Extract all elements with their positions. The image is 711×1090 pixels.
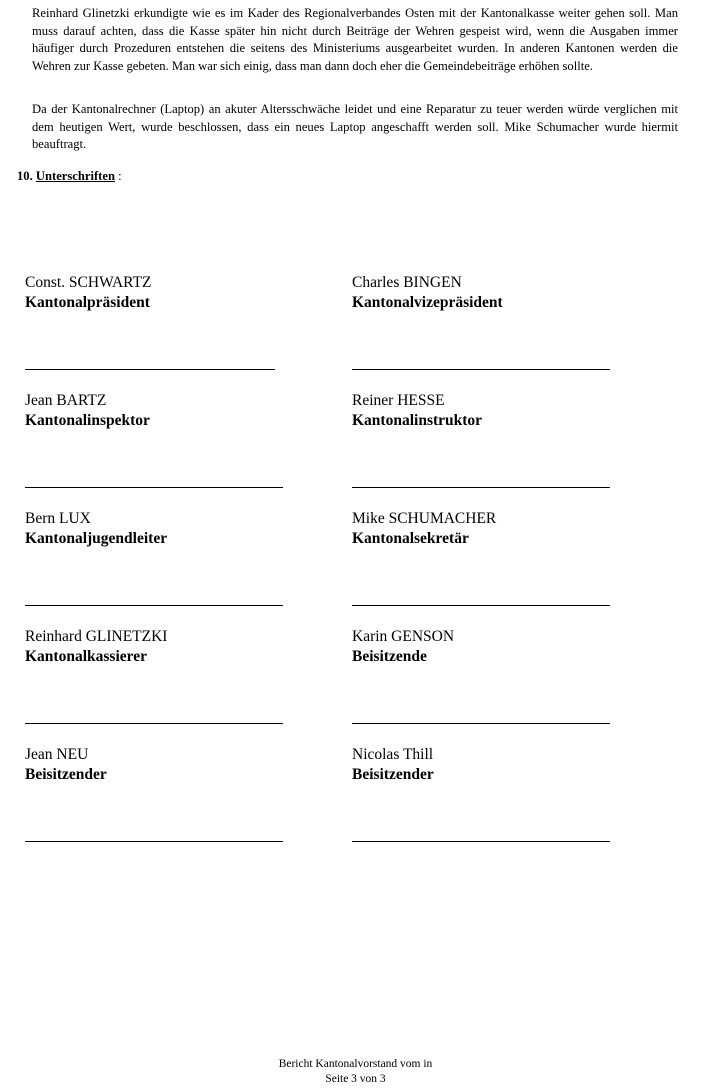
footer-report-line: Bericht Kantonalvorstand vom in bbox=[278, 1058, 433, 1070]
signature-line bbox=[25, 369, 275, 370]
signatory-name: Jean BARTZ bbox=[25, 392, 107, 409]
signatory-role: Kantonalvizepräsident bbox=[352, 294, 503, 311]
section-title-suffix: : bbox=[114, 169, 122, 183]
signature-block bbox=[25, 627, 325, 667]
section-title: Unterschriften bbox=[35, 169, 115, 183]
footer-page-number: Seite 3 von 3 bbox=[325, 1073, 386, 1085]
signatory-role: Kantonalinspektor bbox=[25, 412, 150, 429]
signatory-role: Kantonalsekretär bbox=[352, 530, 469, 547]
signatory-name: Jean NEU bbox=[25, 746, 89, 763]
section-heading-signatures bbox=[17, 168, 122, 185]
signatory-name: Bern LUX bbox=[25, 510, 91, 527]
signature-line bbox=[352, 487, 610, 488]
signature-line bbox=[352, 369, 610, 370]
signature-block bbox=[25, 391, 325, 431]
signature-block bbox=[352, 509, 652, 549]
section-number: 10. bbox=[17, 169, 33, 183]
signature-line bbox=[25, 723, 283, 724]
signature-line bbox=[352, 841, 610, 842]
signature-block bbox=[352, 391, 652, 431]
signature-line bbox=[25, 605, 283, 606]
paragraph-laptop: Da der Kantonalrechner (Laptop) an akuter Altersschwäche leidet und eine Reparatur zu teuer werden würde verglichen mit dem heutigen Wert, wurde beschlossen, dass ein neues Laptop angeschafft werden soll. Mike Schumacher wurde hiermit beauftragt. bbox=[32, 102, 678, 151]
signature-line bbox=[25, 487, 283, 488]
signatory-name: Reiner HESSE bbox=[352, 392, 445, 409]
signature-block bbox=[25, 273, 325, 313]
signature-block bbox=[352, 627, 652, 667]
signature-block bbox=[25, 509, 325, 549]
signatory-role: Kantonalpräsident bbox=[25, 294, 150, 311]
signature-block bbox=[352, 273, 652, 313]
signature-block bbox=[25, 745, 325, 785]
signatory-role: Beisitzende bbox=[352, 648, 427, 665]
signature-line bbox=[25, 841, 283, 842]
signatory-role: Kantonalinstruktor bbox=[352, 412, 483, 429]
signature-line bbox=[352, 605, 610, 606]
signatory-name: Mike SCHUMACHER bbox=[352, 510, 497, 527]
signature-block bbox=[352, 745, 652, 785]
signatory-name: Const. SCHWARTZ bbox=[25, 274, 152, 291]
signature-line bbox=[352, 723, 610, 724]
paragraph-kasse: Reinhard Glinetzki erkundigte wie es im Kader des Regionalverbandes Osten mit der Kantonalkasse weiter gehen soll. Man muss darauf achten, dass die Kasse später hin nicht durch Beiträge der Wehren gespeist wird, wenn die Ausgaben immer häufiger durch Prozeduren entstehen die seitens des Ministeriums ausgearbeitet wurden. In anderen Kantonen werden die Wehren zur Kasse gebeten. Man war sich einig, dass man dann doch eher die Gemeindebeiträge erhöhen sollte. bbox=[32, 6, 678, 73]
signatory-name: Reinhard GLINETZKI bbox=[25, 628, 168, 645]
signatory-role: Kantonalkassierer bbox=[25, 648, 147, 665]
signatory-name: Karin GENSON bbox=[352, 628, 455, 645]
signatory-name: Nicolas Thill bbox=[352, 746, 434, 763]
signatory-role: Beisitzender bbox=[352, 766, 434, 783]
signatory-name: Charles BINGEN bbox=[352, 274, 462, 291]
signatory-role: Beisitzender bbox=[25, 766, 107, 783]
signatory-role: Kantonaljugendleiter bbox=[25, 530, 168, 547]
